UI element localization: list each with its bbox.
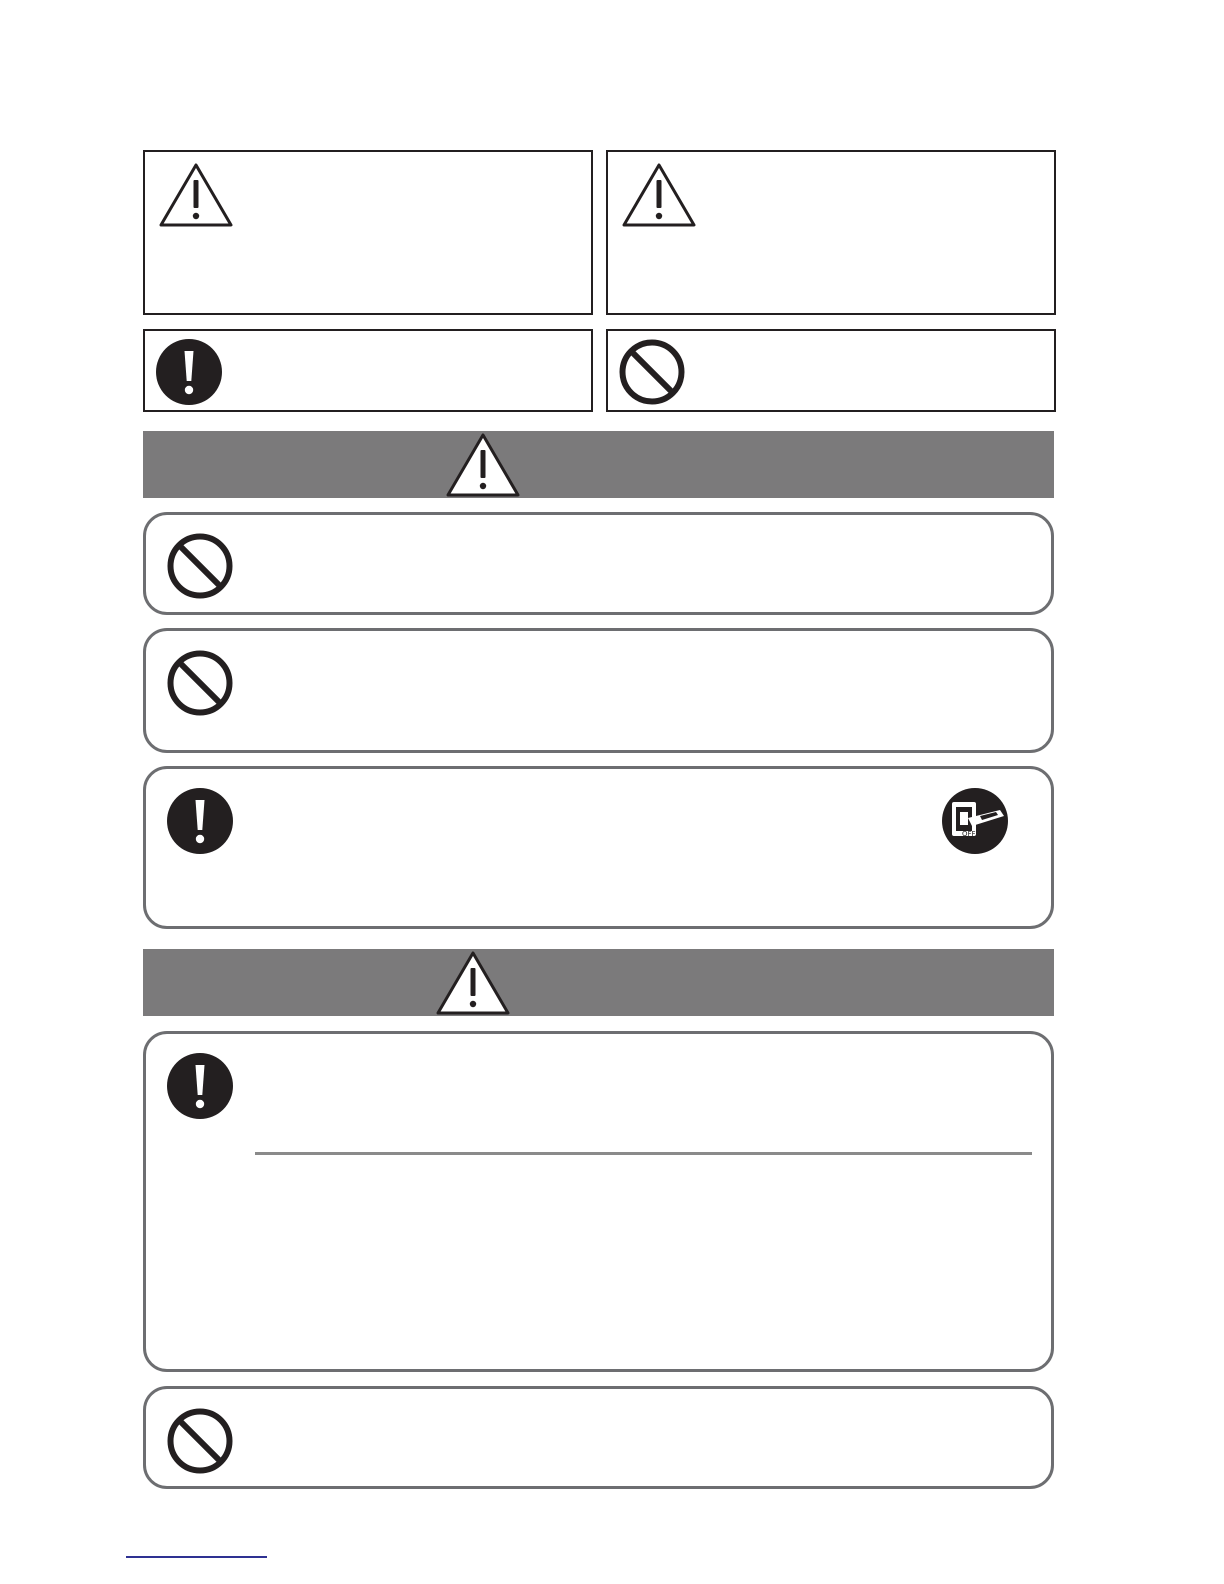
warning-triangle-icon bbox=[621, 162, 697, 228]
prohibition-circle-icon bbox=[166, 1407, 234, 1475]
warning-section-header bbox=[143, 431, 1054, 498]
footer-rule bbox=[126, 1556, 267, 1558]
caution-item-1 bbox=[143, 1031, 1054, 1372]
caution-section-header bbox=[143, 949, 1054, 1016]
warning-triangle-icon bbox=[158, 162, 234, 228]
svg-text:OFF: OFF bbox=[962, 830, 976, 838]
exclamation-circle-icon bbox=[166, 787, 234, 855]
warning-item-3 bbox=[143, 766, 1054, 929]
warning-item-2 bbox=[143, 628, 1054, 753]
warning-triangle-icon bbox=[445, 432, 521, 498]
exclamation-circle-icon bbox=[155, 338, 223, 406]
legend-warning-box bbox=[143, 150, 593, 315]
unplug-icon bbox=[940, 786, 1010, 856]
caution-divider-line bbox=[255, 1152, 1032, 1155]
legend-mandatory-box bbox=[143, 329, 593, 412]
warning-item-1 bbox=[143, 512, 1054, 615]
prohibition-circle-icon bbox=[166, 532, 234, 600]
exclamation-circle-icon bbox=[166, 1052, 234, 1120]
legend-prohibited-box bbox=[606, 329, 1056, 412]
warning-triangle-icon bbox=[435, 950, 511, 1016]
prohibition-circle-icon bbox=[618, 338, 686, 406]
prohibition-circle-icon bbox=[166, 649, 234, 717]
legend-caution-box bbox=[606, 150, 1056, 315]
caution-item-2 bbox=[143, 1386, 1054, 1489]
